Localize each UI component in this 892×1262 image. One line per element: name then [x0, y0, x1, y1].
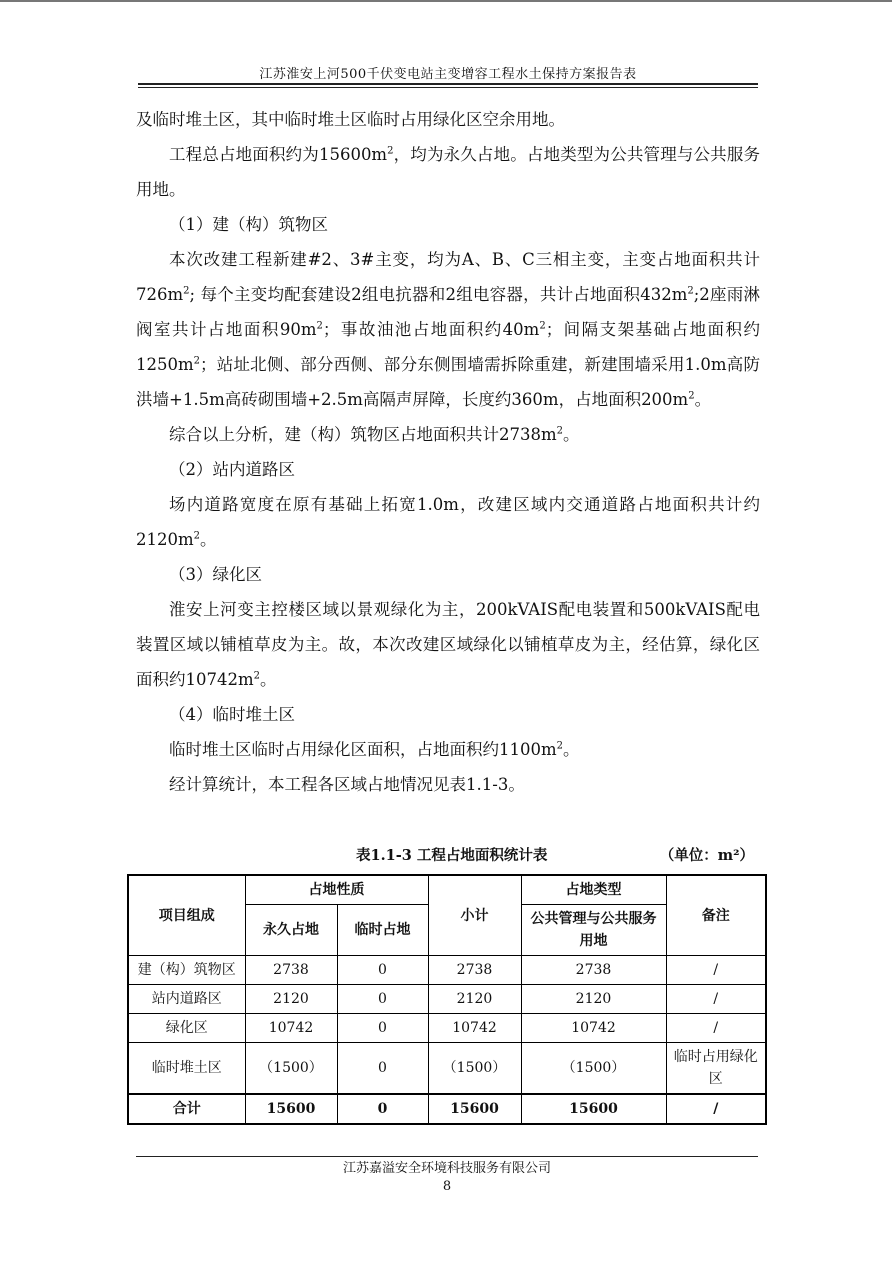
- paragraph-buildings: [136, 242, 760, 417]
- header-rule-thick: [138, 83, 758, 85]
- cell-remark: /: [666, 956, 766, 985]
- superscript: 2: [556, 740, 564, 752]
- page-header: 江苏淮安上河500千伏变电站主变增容工程水土保持方案报告表: [259, 67, 637, 82]
- page-top-border: [0, 0, 892, 2]
- cell-permanent: 2738: [245, 956, 337, 985]
- superscript: 2: [253, 670, 261, 682]
- cell-type: 2120: [521, 985, 666, 1014]
- cell-subtotal: （1500）: [428, 1043, 521, 1095]
- table-caption: [136, 844, 760, 866]
- text-segment: 淮安上河变主控楼区域以景观绿化为主，200kVAIS配电装置和500kVAIS配电装置区域以铺植草皮为主。故，本次改建区域绿化以铺植草皮为主，经估算，绿化区面积约10742m: [136, 600, 760, 689]
- page-number: 8: [442, 1179, 452, 1194]
- text-segment: ；间隔支架基础占地面积约1250m: [136, 320, 760, 374]
- cell-type: 10742: [521, 1014, 666, 1043]
- cell-temporary: 0: [337, 1094, 428, 1124]
- cell-remark: /: [666, 1014, 766, 1043]
- cell-item: 合计: [128, 1094, 245, 1124]
- text-segment: ；站址北侧、部分西侧、部分东侧围墙需拆除重建，新建围墙采用1.0m高防洪墙+1.5m高砖砌围墙+2.5m高隔声屏障，长度约360m，占地面积200m: [136, 355, 760, 409]
- superscript: 2: [183, 285, 190, 297]
- cell-item: 建（构）筑物区: [128, 956, 245, 985]
- header-remark: 备注: [666, 875, 766, 956]
- text-segment: 。: [200, 530, 217, 549]
- cell-permanent: 2120: [245, 985, 337, 1014]
- table-row: [128, 956, 766, 985]
- text-segment: 工程总占地面积约为15600m: [169, 145, 388, 164]
- superscript: 2: [687, 285, 694, 297]
- superscript: 2: [387, 145, 394, 157]
- header-type-sub: 公共管理与公共服务用地: [521, 905, 666, 956]
- cell-item: 临时堆土区: [128, 1043, 245, 1095]
- header-nature: 占地性质: [245, 875, 428, 905]
- paragraph-temp-soil: [136, 732, 760, 767]
- cell-type: 15600: [521, 1094, 666, 1124]
- cell-remark: /: [666, 985, 766, 1014]
- text-segment: ;2座雨淋阀室共计占地面积90m: [136, 285, 760, 339]
- cell-remark: /: [666, 1094, 766, 1124]
- table-row: [128, 1043, 766, 1095]
- table-header-row: [128, 875, 766, 905]
- superscript: 2: [688, 390, 695, 402]
- table-title: 表1.1-3 工程占地面积统计表: [356, 847, 548, 864]
- cell-remark: 临时占用绿化区: [666, 1043, 766, 1095]
- header-type: 占地类型: [521, 875, 666, 905]
- text-segment: 综合以上分析，建（构）筑物区占地面积共计2738m: [169, 425, 557, 444]
- text-segment: 临时堆土区临时占用绿化区面积，占地面积约1100m: [169, 740, 557, 759]
- cell-temporary: 0: [337, 956, 428, 985]
- header-permanent: 永久占地: [245, 905, 337, 956]
- section-heading-buildings: （1）建（构）筑物区: [169, 215, 328, 234]
- cell-permanent: 10742: [245, 1014, 337, 1043]
- text-segment: 。: [563, 425, 580, 444]
- section-heading-roads: （2）站内道路区: [169, 460, 295, 479]
- cell-temporary: 0: [337, 1014, 428, 1043]
- text-segment: ; 每个主变均配套建设2组电抗器和2组电容器，共计占地面积432m: [189, 285, 688, 304]
- text-segment: ，均为永久占地。占地类型为公共管理与公共服务用地。: [136, 145, 761, 199]
- paragraph-intro: 及临时堆土区，其中临时堆土区临时占用绿化区空余用地。: [136, 110, 565, 129]
- section-heading-temp-soil: （4）临时堆土区: [169, 705, 295, 724]
- superscript: 2: [556, 425, 564, 437]
- cell-permanent: 15600: [245, 1094, 337, 1124]
- superscript: 2: [193, 355, 201, 367]
- cell-item: 绿化区: [128, 1014, 245, 1043]
- cell-temporary: 0: [337, 1043, 428, 1095]
- page-footer: [136, 1160, 758, 1196]
- paragraph-roads: [136, 487, 760, 557]
- table-total-row: [128, 1094, 766, 1124]
- paragraph-table-reference: 经计算统计，本工程各区域占地情况见表1.1-3。: [169, 775, 525, 794]
- header-rule-thin: [138, 87, 758, 88]
- cell-subtotal: 15600: [428, 1094, 521, 1124]
- text-segment: 。: [563, 740, 580, 759]
- footer-company: 江苏嘉溢安全环境科技服务有限公司: [342, 1161, 551, 1176]
- text-segment: 本次改建工程新建#2、3#主变，均为A、B、C三相主变，主变占地面积共计726m: [136, 250, 760, 304]
- superscript: 2: [316, 320, 323, 332]
- text-segment: 场内道路宽度在原有基础上拓宽1.0m，改建区域内交通道路占地面积共计约2120m: [136, 495, 760, 549]
- cell-temporary: 0: [337, 985, 428, 1014]
- cell-item: 站内道路区: [128, 985, 245, 1014]
- paragraph-total-area: [136, 137, 760, 207]
- document-body: [136, 102, 760, 802]
- section-heading-greening: （3）绿化区: [169, 565, 262, 584]
- superscript: 2: [539, 320, 546, 332]
- paragraph-greening: [136, 592, 760, 697]
- table-row: [128, 1014, 766, 1043]
- cell-subtotal: 2738: [428, 956, 521, 985]
- table-row: [128, 985, 766, 1014]
- text-segment: ；事故油池占地面积约40m: [322, 320, 540, 339]
- cell-subtotal: 2120: [428, 985, 521, 1014]
- header-temporary: 临时占地: [337, 905, 428, 956]
- text-segment: 。: [694, 390, 712, 409]
- cell-permanent: （1500）: [245, 1043, 337, 1095]
- footer-rule: [136, 1156, 758, 1157]
- table-unit: （单位：m²）: [659, 847, 754, 864]
- header-item: 项目组成: [128, 875, 245, 956]
- header-subtotal: 小计: [428, 875, 521, 956]
- cell-type: （1500）: [521, 1043, 666, 1095]
- superscript: 2: [193, 530, 201, 542]
- paragraph-buildings-summary: [136, 417, 760, 452]
- cell-type: 2738: [521, 956, 666, 985]
- cell-subtotal: 10742: [428, 1014, 521, 1043]
- text-segment: 。: [260, 670, 277, 689]
- land-area-table: [127, 874, 767, 1125]
